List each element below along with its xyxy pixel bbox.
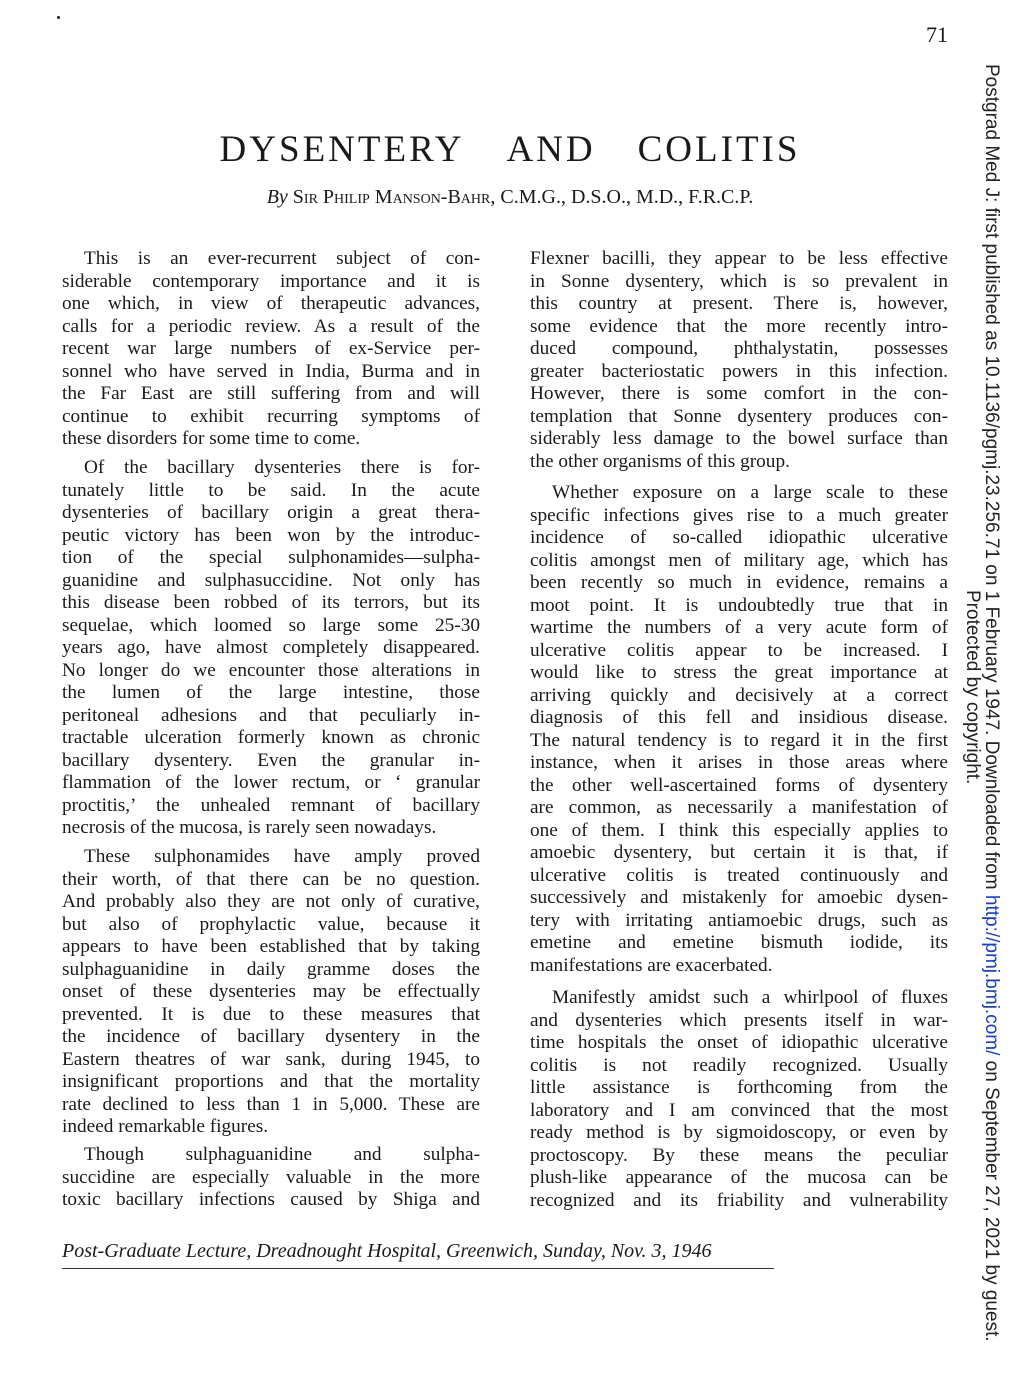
title-word: COLITIS	[637, 129, 801, 170]
text-line: bacillary dysentery. Even the granular in-	[62, 749, 480, 771]
paragraph	[530, 987, 948, 1212]
text-line: proctitis,’ the unhealed remnant of bacillary	[62, 794, 480, 816]
text-line: templation that Sonne dysentery produces con-	[530, 405, 948, 427]
text-line: this country at present. There is, however,	[530, 293, 948, 314]
text-line: These sulphonamides have amply proved	[84, 846, 480, 867]
lecture-footnote: Post-Graduate Lecture, Dreadnought Hospital, Greenwich, Sunday, Nov. 3, 1946	[62, 1240, 712, 1262]
text-line: prevented. It is due to these measures that	[62, 1003, 480, 1025]
text-line: tery with irritating antiamoebic drugs, such as	[530, 909, 948, 931]
text-line: would like to stress the great importance at	[530, 662, 948, 683]
text-line: are common, as necessarily a manifestation of	[530, 797, 948, 818]
text-line: manifestations are exacerbated.	[530, 954, 773, 976]
text-line: insignificant proportions and that the mortality	[62, 1071, 480, 1092]
footnote-rule	[62, 1268, 774, 1269]
copyright-note: Protected by copyright.	[962, 590, 983, 785]
text-line: the other well-ascertained forms of dysentery	[530, 774, 948, 796]
text-line: And probably also they are not only of curative,	[62, 891, 480, 912]
text-line: been recently so much in evidence, remains a	[530, 572, 948, 593]
text-line: ulcerative colitis appear to be increased. I	[530, 639, 948, 661]
text-line: sequelae, which loomed so large some 25-30	[62, 614, 480, 636]
text-line: peritoneal adhesions and that peculiarly in-	[62, 704, 480, 726]
text-line: The natural tendency is to regard it in the first	[530, 729, 948, 751]
text-line: toxic bacillary infections caused by Shiga and	[62, 1189, 480, 1210]
text-line: No longer do we encounter those alterations in	[62, 659, 480, 681]
text-line: the incidence of bacillary dysentery in the	[62, 1026, 480, 1047]
author-credentials: C.M.G., D.S.O., M.D., F.R.C.P.	[500, 186, 754, 208]
paragraph	[62, 248, 480, 451]
paragraph	[62, 1144, 480, 1212]
text-line: recent war large numbers of ex-Service per-	[62, 338, 480, 359]
text-line: guanidine and sulphasuccidine. Not only has	[62, 569, 480, 591]
paragraph	[530, 248, 948, 473]
ink-speck	[57, 16, 60, 19]
text-line: flammation of the lower rectum, or ‘ granular	[62, 772, 480, 793]
text-line: rate declined to less than 1 in 5,000. These are	[62, 1093, 480, 1115]
text-line: continue to exhibit recurring symptoms of	[62, 405, 480, 427]
text-line: some evidence that the more recently intro-	[530, 315, 948, 337]
text-line: colitis amongst men of military age, which has	[530, 549, 948, 571]
text-line: arriving quickly and decisively at a correct	[530, 684, 948, 706]
text-line: years ago, have almost completely disappeared.	[62, 637, 480, 658]
text-line: proctoscopy. By these means the peculiar	[530, 1144, 948, 1166]
text-line: diagnosis of this fell and insidious disease.	[530, 707, 948, 728]
text-line: their worth, of that there can be no question.	[62, 868, 480, 890]
text-line: tion of the special sulphonamides—sulpha-	[62, 547, 480, 568]
text-line: Eastern theatres of war sank, during 1945, to	[62, 1048, 480, 1070]
byline: By Sir Philip Manson-Bahr, C.M.G., D.S.O., M.D., F.R.C.P.	[266, 186, 754, 208]
text-line: appears to have been established that by taking	[62, 936, 480, 957]
text-line: wartime the numbers of a very acute form of	[530, 617, 948, 638]
text-line: in Sonne dysentery, which is so prevalent in	[530, 270, 948, 292]
article-title	[0, 128, 1020, 171]
text-line: amoebic dysentery, but certain it is that, if	[530, 842, 948, 863]
text-line: sonnel who have served in India, Burma and in	[62, 360, 480, 382]
citation-text: Postgrad Med J: first published as 10.1136/pgmj.23.256.71 on 1 February 1947. Downloaded from	[981, 64, 1002, 895]
text-line: peutic victory has been won by the introduc-	[62, 524, 480, 546]
text-line: plush-like appearance of the mucosa can be	[530, 1167, 948, 1188]
text-line: time hospitals the onset of idiopathic ulcerative	[530, 1032, 948, 1053]
text-line: specific infections gives rise to a much greater	[530, 504, 948, 526]
text-line: moot point. It is undoubtedly true that in	[530, 594, 948, 616]
text-line: these disorders for some time to come.	[62, 428, 361, 449]
text-line: necrosis of the mucosa, is rarely seen nowadays.	[62, 817, 437, 838]
text-line: sulphaguanidine in daily gramme doses the	[62, 958, 480, 980]
text-line: tractable ulceration formerly known as chronic	[62, 727, 480, 748]
text-line: the other organisms of this group.	[530, 450, 790, 472]
text-line: Manifestly amidst such a whirlpool of fluxes	[552, 987, 948, 1008]
text-line: calls for a periodic review. As a result of the	[62, 315, 480, 337]
text-line: ready method is by sigmoidoscopy, or even by	[530, 1122, 948, 1143]
byline-by: By	[266, 186, 288, 208]
citation-text: on September 27, 2021 by guest.	[981, 1055, 1002, 1342]
text-line: colitis is not readily recognized. Usually	[530, 1054, 948, 1076]
text-line: the lumen of the large intestine, those	[62, 682, 480, 703]
text-line: Flexner bacilli, they appear to be less effective	[530, 248, 948, 269]
paragraph	[530, 482, 948, 977]
text-line: recognized and its friability and vulnerability	[530, 1189, 948, 1211]
text-line: Though sulphaguanidine and sulpha-	[84, 1144, 480, 1165]
text-line: siderable contemporary importance and it is	[62, 270, 480, 292]
text-line: dysenteries of bacillary origin a great thera-	[62, 502, 480, 523]
text-line: greater bacteriostatic powers in this infection.	[530, 360, 948, 382]
text-line: laboratory and I am convinced that the most	[530, 1099, 948, 1121]
title-word: AND	[506, 129, 596, 170]
text-line: the Far East are still suffering from and will	[62, 383, 480, 404]
page-number: 71	[926, 22, 948, 47]
text-line: Whether exposure on a large scale to these	[552, 482, 948, 503]
text-line: little assistance is forthcoming from the	[530, 1077, 948, 1098]
paragraph	[62, 457, 480, 840]
text-line: tunately little to be said. In the acute	[62, 479, 480, 501]
text-line: but also of prophylactic value, because it	[62, 913, 480, 935]
text-line: This is an ever-recurrent subject of con-	[84, 248, 480, 269]
text-line: succidine are especially valuable in the more	[62, 1166, 480, 1188]
side-citation	[980, 64, 1002, 1342]
text-line: siderably less damage to the bowel surface than	[530, 428, 948, 449]
journal-link[interactable]: http://pmj.bmj.com/	[981, 894, 1002, 1056]
text-line: one of them. I think this especially applies to	[530, 819, 948, 841]
title-word: DYSENTERY	[219, 129, 465, 170]
text-line: and dysenteries which presents itself in war-	[530, 1009, 948, 1031]
text-line: emetine and emetine bismuth iodide, its	[530, 932, 948, 953]
text-line: Of the bacillary dysenteries there is for-	[84, 457, 480, 478]
text-line: ulcerative colitis is treated continuously and	[530, 864, 948, 886]
paragraph	[62, 846, 480, 1139]
text-line: instance, when it arises in those areas where	[530, 752, 948, 773]
text-line: successively and mistakenly for amoebic dysen-	[530, 887, 948, 908]
text-line: incidence of so-called idiopathic ulcerative	[530, 527, 948, 548]
text-line: indeed remarkable figures.	[62, 1116, 269, 1137]
text-line: one which, in view of therapeutic advances,	[62, 293, 480, 314]
text-line: this disease been robbed of its terrors, but its	[62, 592, 480, 613]
author-name: Sir Philip Manson-Bahr	[292, 186, 491, 208]
text-line: onset of these dysenteries may be effectually	[62, 981, 480, 1002]
text-line: duced compound, phthalystatin, possesses	[530, 338, 948, 359]
text-line: However, there is some comfort in the con-	[530, 383, 948, 404]
